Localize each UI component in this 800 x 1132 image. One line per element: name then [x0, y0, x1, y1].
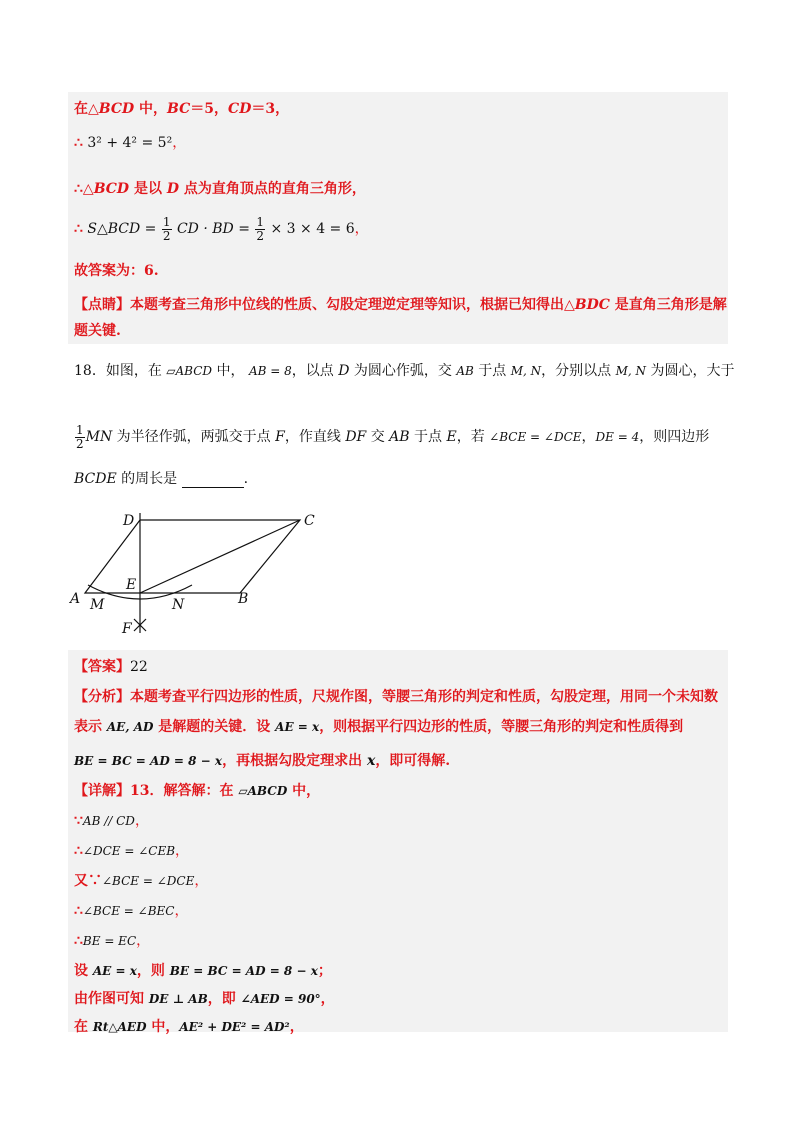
fraction-half: $\frac{1}{2}$	[256, 214, 265, 243]
detail-line-1: 【详解】13．解答解：在 ▱ABCD 中，	[74, 783, 321, 799]
label-f: F	[122, 621, 132, 637]
solution-line-2: ∴ 3² + 4² = 5²，	[74, 135, 187, 151]
parallelogram-abcd	[85, 520, 300, 593]
question-line-3: BCDE 的周长是 .	[74, 471, 249, 487]
label-e: E	[126, 577, 137, 593]
detail-line-5: ∴∠BCE = ∠BEC，	[74, 903, 189, 919]
analysis-line-2: 表示 AE, AD 是解题的关键．设 AE = x，则根据平行四边形的性质，等腰三角形的判定和性质得到	[74, 719, 684, 735]
comment-line-2: 题关键.	[74, 323, 121, 339]
analysis-line-1: 【分析】本题考查平行四边形的性质，尺规作图，等腰三角形的判定和性质，勾股定理，用同一个未知数	[74, 689, 718, 705]
parallelogram-diagram	[68, 505, 328, 640]
comment-line-1: 【点睛】本题考查三角形中位线的性质、勾股定理逆定理等知识，根据已知得出△BDC 是直角三角形是解	[74, 297, 727, 313]
fraction-half: $\frac{1}{2}$	[162, 214, 171, 243]
label-d: D	[123, 513, 135, 529]
answer-line-1: 【答案】22	[74, 659, 148, 675]
detail-line-4: 又∵∠BCE = ∠DCE，	[74, 873, 209, 889]
line-ec	[140, 520, 300, 593]
detail-line-8: 由作图可知 DE ⊥ AB，即 ∠AED = 90°，	[74, 991, 335, 1007]
label-n: N	[172, 597, 185, 613]
question-line-1: 18．如图，在 ▱ABCD 中， AB = 8，以点 D 为圆心作弧，交 AB 于点 M, N，分别以点 M, N 为圆心，大于	[74, 363, 735, 379]
label-m: M	[90, 597, 105, 613]
detail-line-7: 设 AE = x，则 BE = BC = AD = 8 − x；	[74, 963, 332, 979]
detail-line-2: ∵AB // CD，	[74, 813, 149, 829]
label-b: B	[238, 591, 249, 607]
question-line-2: $\frac{1}{2}$ MN 为半径作弧，两弧交于点 F，作直线 DF 交 AB 于点 E，若 ∠BCE = ∠DCE，DE = 4，则四边形	[76, 422, 710, 451]
solution-line-1: 在△BCD 中，BC＝5，CD＝3，	[74, 101, 290, 117]
solution-line-4: ∴ S△BCD = $\frac{1}{2}$ CD · BD = $\frac{1}{2}$ × 3 × 4 = 6，	[74, 214, 369, 243]
fraction-half: $\frac{1}{2}$	[76, 422, 84, 451]
solution-line-3: ∴△BCD 是以 D 点为直角顶点的直角三角形，	[74, 181, 366, 197]
detail-line-6: ∴BE = EC，	[74, 933, 151, 949]
detail-line-9: 在 Rt△AED 中，AE² + DE² = AD²，	[74, 1019, 304, 1035]
label-c: C	[304, 513, 315, 529]
label-a: A	[70, 591, 81, 607]
analysis-line-3: BE = BC = AD = 8 − x，再根据勾股定理求出 x，即可得解.	[74, 753, 451, 769]
answer-blank[interactable]	[182, 473, 244, 488]
solution-line-5: 故答案为：6.	[74, 263, 159, 279]
detail-line-3: ∴∠DCE = ∠CEB，	[74, 843, 190, 859]
